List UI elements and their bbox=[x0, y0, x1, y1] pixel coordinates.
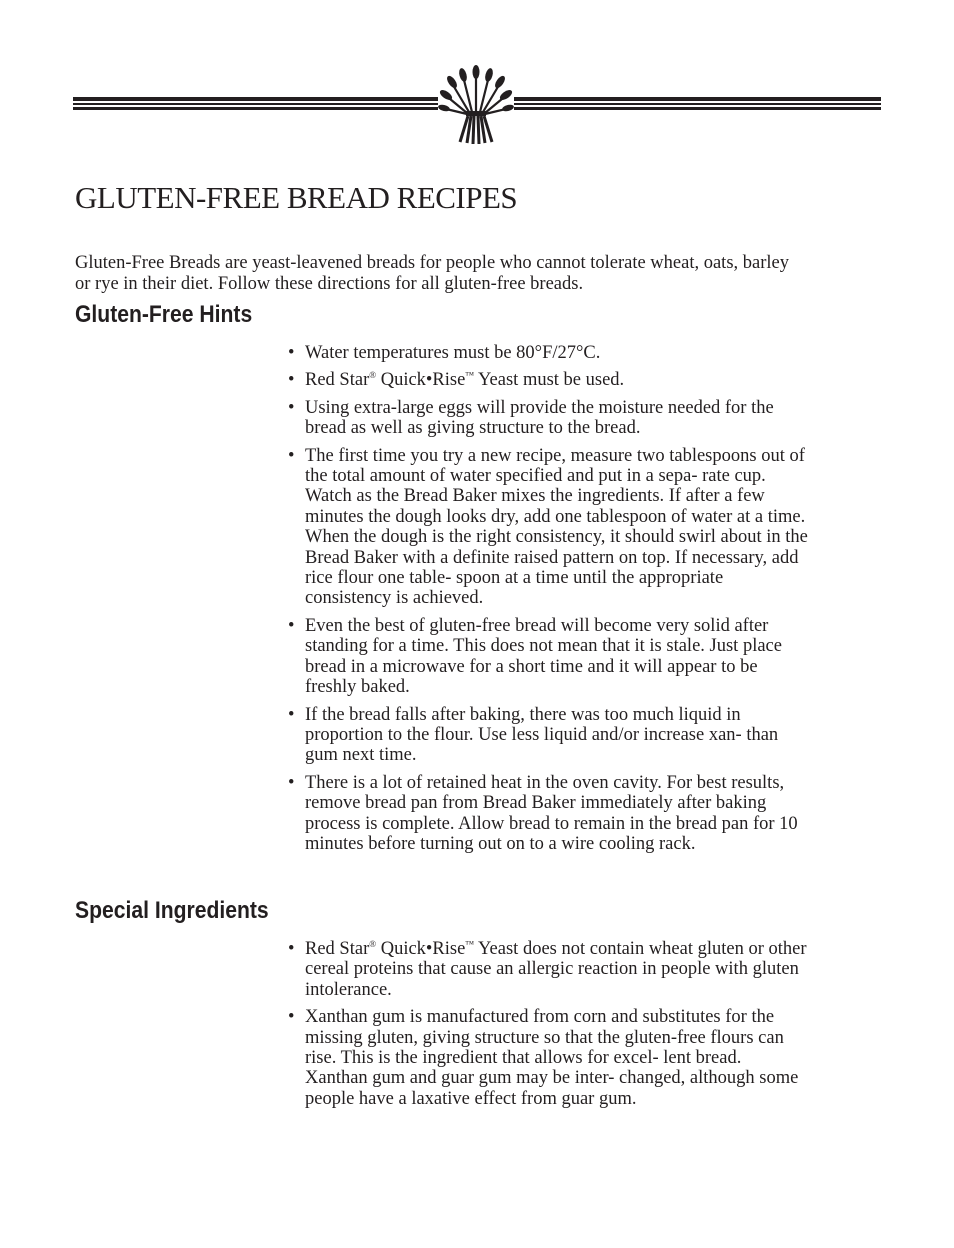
list-item bbox=[288, 939, 808, 1000]
page-title: GLUTEN-FREE BREAD RECIPES bbox=[75, 180, 518, 215]
list-item bbox=[288, 1007, 808, 1109]
bullet-icon: • bbox=[288, 704, 295, 725]
intro-paragraph: Gluten-Free Breads are yeast-leavened breads for people who cannot tolerate wheat, oats, barley or rye in their diet. Follow these directions for all gluten-free breads. bbox=[75, 253, 789, 294]
special-ingredients-heading: Special Ingredients bbox=[75, 897, 269, 924]
special-ingredients-list bbox=[288, 939, 808, 1116]
wheat-sheaf-icon bbox=[438, 62, 514, 146]
bullet-icon: • bbox=[288, 397, 295, 418]
list-item-text: Using extra-large eggs will provide the moisture needed for the bread as well as giving structure to the bread. bbox=[305, 397, 774, 439]
list-item-text: Water temperatures must be 80°F/27°C. bbox=[305, 343, 601, 363]
trademark-mark: ™ bbox=[465, 939, 475, 949]
list-item-text: Yeast must be used. bbox=[474, 370, 625, 391]
trademark-mark: ™ bbox=[465, 370, 475, 381]
gluten-free-hints-list bbox=[288, 343, 808, 861]
brand-name: Red Star bbox=[305, 370, 370, 391]
list-item-text: If the bread falls after baking, there was too much liquid in proportion to the flour. Use less liquid and/or increase xan- than gum next time. bbox=[305, 704, 779, 766]
list-item-text: The first time you try a new recipe, measure two tablespoons out of the total amount of water specified and put in a sepa- rate cup. Watch as the Bread Baker mixes the ingredients. If after a few minutes the dough looks dry, add one tablespoon of water at a time. When the dough is the right consistency, it should swirl about in the Bread Baker with a definite raised pattern on top. If necessary, add rice flour one table- spoon at a time until the appropriate consistency is achieved. bbox=[305, 445, 808, 609]
product-name: Quick•Rise bbox=[376, 939, 466, 959]
brand-name: Red Star bbox=[305, 939, 370, 959]
registered-mark: ® bbox=[369, 370, 377, 381]
registered-mark: ® bbox=[369, 939, 377, 949]
list-item-text: Xanthan gum is manufactured from corn and substitutes for the missing gluten, giving structure so that the gluten-free flours can rise. This is the ingredient that allows for excel- lent bread. Xanthan gum and guar gum may be inter- changed, although some people have a laxative effect from guar gum. bbox=[305, 1007, 799, 1109]
list-item bbox=[288, 705, 808, 766]
list-item-text: Yeast does not contain wheat gluten or other cereal proteins that cause an allergic reaction in people with gluten intolerance. bbox=[305, 939, 807, 1000]
bullet-icon: • bbox=[288, 343, 295, 363]
list-item-text: There is a lot of retained heat in the oven cavity. For best results, remove bread pan from Bread Baker immediately after baking process is complete. Allow bread to remain in the bread pan for 10 minutes before turning out on to a wire cooling rack. bbox=[305, 772, 798, 854]
bullet-icon: • bbox=[288, 1007, 295, 1028]
list-item bbox=[288, 773, 808, 855]
gluten-free-hints-heading: Gluten-Free Hints bbox=[75, 301, 253, 328]
list-item bbox=[288, 616, 808, 698]
bullet-icon: • bbox=[288, 615, 295, 636]
bullet-icon: • bbox=[288, 445, 295, 466]
list-item bbox=[288, 343, 808, 363]
list-item-text: Even the best of gluten-free bread will become very solid after standing for a time. This does not mean that it is stale. Just place bread in a microwave for a short time and it will appear to be freshly baked. bbox=[305, 615, 782, 698]
bullet-icon: • bbox=[288, 939, 295, 959]
list-item bbox=[288, 446, 808, 609]
bullet-icon: • bbox=[288, 772, 295, 793]
list-item bbox=[288, 370, 808, 390]
product-name: Quick•Rise bbox=[376, 370, 466, 391]
bullet-icon: • bbox=[288, 370, 295, 391]
list-item bbox=[288, 398, 808, 439]
